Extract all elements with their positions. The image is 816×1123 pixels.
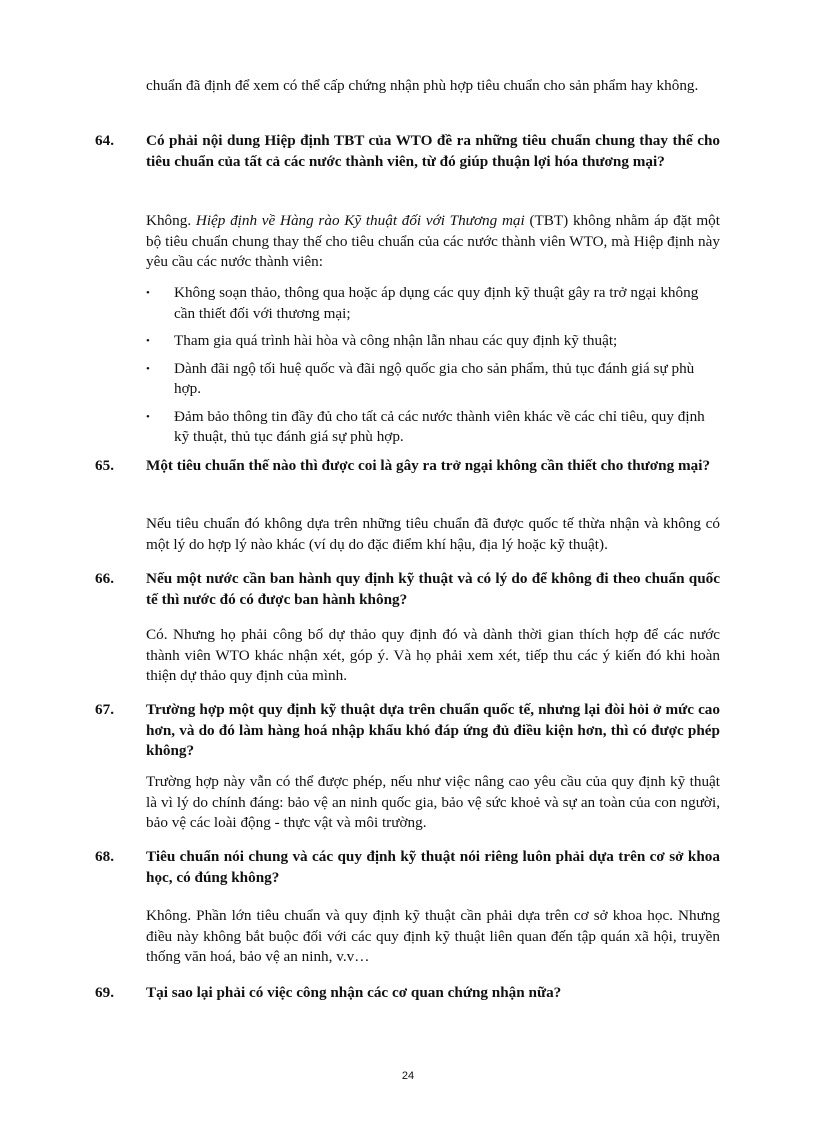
bullet-icon: • bbox=[146, 335, 150, 347]
question-number: 64. bbox=[95, 132, 114, 149]
answer-rest: (TBT) không nhằm áp đặt một bộ tiêu chuẩn chung thay thế cho tiêu chuẩn của các nước thành viên WTO, mà Hiệp định này yêu cầu các nước thành viên: bbox=[146, 212, 720, 270]
answer-65: Nếu tiêu chuẩn đó không dựa trên những tiêu chuẩn đã được quốc tế thừa nhận và không có một lý do hợp lý nào khác (ví dụ do đặc điểm khí hậu, địa lý hoặc kỹ thuật). bbox=[146, 515, 720, 553]
answer-67: Trường hợp này vẫn có thể được phép, nếu như việc nâng cao yêu cầu của quy định kỹ thuật là vì lý do chính đáng: bảo vệ an ninh quốc gia, bảo vệ sức khoẻ và sự an toàn của con người, bảo vệ các loài động - thực vật và môi trường. bbox=[146, 773, 720, 831]
answer-64 bbox=[146, 211, 720, 273]
page-number: 24 bbox=[401, 1070, 415, 1082]
question-number: 66. bbox=[95, 570, 114, 587]
answer-italic-title: Hiệp định về Hàng rào Kỹ thuật đối với Thương mại bbox=[195, 212, 525, 229]
list-item: • Không soạn thảo, thông qua hoặc áp dụng các quy định kỹ thuật gây ra trở ngại không cần thiết đối với thương mại; bbox=[146, 284, 699, 322]
question-69 bbox=[95, 983, 720, 1004]
question-68 bbox=[95, 847, 720, 888]
list-item: • Tham gia quá trình hài hòa và công nhận lẫn nhau các quy định kỹ thuật; bbox=[146, 331, 720, 352]
question-text: Nếu một nước cần ban hành quy định kỹ thuật và có lý do để không đi theo chuẩn quốc tế thì nước đó có được ban hành không? bbox=[146, 570, 720, 608]
question-number: 67. bbox=[95, 701, 114, 718]
question-64 bbox=[95, 131, 720, 172]
intro-continuation: chuẩn đã định để xem có thể cấp chứng nhận phù hợp tiêu chuẩn cho sản phẩm hay không. bbox=[146, 77, 699, 94]
bullet-icon: • bbox=[146, 362, 150, 375]
question-text: Tiêu chuẩn nói chung và các quy định kỹ thuật nói riêng luôn phải dựa trên cơ sở khoa học, có đúng không? bbox=[146, 848, 720, 886]
question-text: Có phải nội dung Hiệp định TBT của WTO đề ra những tiêu chuẩn chung thay thế cho tiêu chuẩn của tất cả các nước thành viên, từ đó giúp thuận lợi hóa thương mại? bbox=[146, 132, 720, 170]
question-text: Trường hợp một quy định kỹ thuật dựa trên chuẩn quốc tế, nhưng lại đòi hỏi ở mức cao hơn, và do đó làm hàng hoá nhập khẩu khó đáp ứng đủ điều kiện hơn, thì có được phép không? bbox=[146, 701, 720, 759]
bullet-icon: • bbox=[146, 410, 150, 423]
question-number: 69. bbox=[95, 984, 114, 1001]
question-67 bbox=[95, 700, 720, 762]
bullet-icon: • bbox=[146, 287, 150, 299]
list-item: • Đảm bảo thông tin đầy đủ cho tất cả các nước thành viên khác về các chỉ tiêu, quy định kỹ thuật, thủ tục đánh giá sự phù hợp. bbox=[146, 407, 705, 445]
answer-66: Có. Nhưng họ phải công bố dự thảo quy định đó và dành thời gian thích hợp để các nước thành viên WTO khác nhận xét, góp ý. Và họ phải xem xét, tiếp thu các ý kiến đó khi hoàn thiện dự thảo quy định của mình. bbox=[146, 626, 720, 684]
bullet-list-64 bbox=[146, 283, 720, 455]
question-65 bbox=[95, 456, 720, 477]
question-number: 68. bbox=[95, 848, 114, 865]
question-text: Một tiêu chuẩn thế nào thì được coi là gây ra trở ngại không cần thiết cho thương mại? bbox=[146, 457, 711, 474]
question-number: 65. bbox=[95, 457, 114, 474]
list-item: • Dành đãi ngộ tối huệ quốc và đãi ngộ quốc gia cho sản phẩm, thủ tục đánh giá sự phù hợp. bbox=[146, 359, 695, 397]
answer-68: Không. Phần lớn tiêu chuẩn và quy định kỹ thuật cần phải dựa trên cơ sở khoa học. Nhưng điều này không bắt buộc đối với các quy định kỹ thuật liên quan đến tập quán xã hội, truyền thống văn hoá, bảo vệ an ninh, v.v… bbox=[146, 907, 720, 965]
question-text: Tại sao lại phải có việc công nhận các cơ quan chứng nhận nữa? bbox=[146, 984, 562, 1001]
question-66 bbox=[95, 569, 720, 610]
answer-lead: Không. bbox=[146, 212, 192, 229]
